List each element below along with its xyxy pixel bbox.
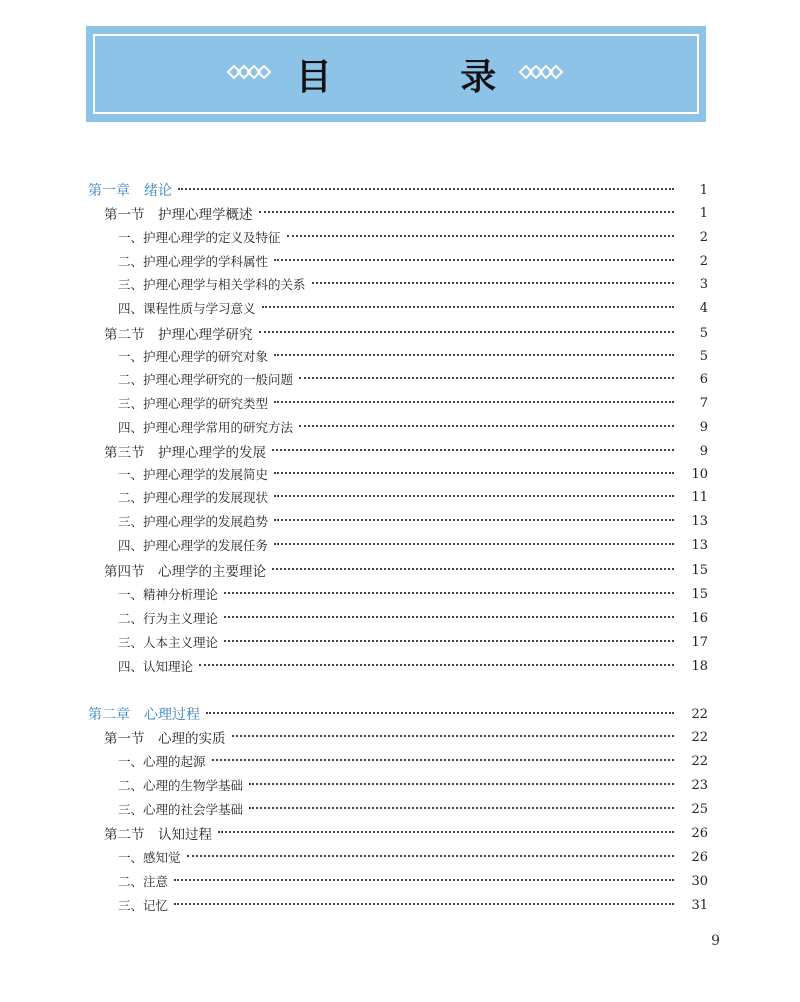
toc-label: 第一节 护理心理学概述 <box>104 207 253 223</box>
toc-item[interactable] <box>0 631 800 653</box>
page-number: 9 <box>711 933 720 949</box>
dot-leader <box>224 640 674 642</box>
dot-leader <box>299 425 674 427</box>
dot-leader <box>199 664 674 666</box>
toc-label: 四、护理心理学常用的研究方法 <box>118 420 294 435</box>
toc-label: 第二节 护理心理学研究 <box>104 327 253 343</box>
dot-leader <box>178 188 674 190</box>
toc-page-number: 5 <box>699 348 708 364</box>
toc-item[interactable] <box>0 750 800 772</box>
toc-page-number: 9 <box>699 419 708 435</box>
dot-leader <box>206 712 674 714</box>
toc-section[interactable] <box>0 440 800 462</box>
toc-label: 二、心理的生物学基础 <box>118 778 244 793</box>
dot-leader <box>274 519 674 521</box>
dot-leader <box>272 449 674 451</box>
toc-page-number: 1 <box>699 182 708 198</box>
toc-chapter[interactable] <box>0 179 800 201</box>
toc-page-number: 4 <box>699 300 708 316</box>
ornament-left-icon <box>226 62 274 86</box>
toc-label: 一、护理心理学的发展简史 <box>118 467 269 482</box>
toc-label: 二、护理心理学的学科属性 <box>118 254 269 269</box>
toc-item[interactable] <box>0 846 800 868</box>
toc-item[interactable] <box>0 226 800 248</box>
dot-leader <box>274 354 674 356</box>
toc-label: 第二章 心理过程 <box>88 707 200 723</box>
toc-chapter[interactable] <box>0 703 800 725</box>
toc-page-number: 30 <box>691 873 708 889</box>
dot-leader <box>274 401 674 403</box>
toc-item[interactable] <box>0 894 800 916</box>
toc-item[interactable] <box>0 345 800 367</box>
dot-leader <box>174 903 674 905</box>
toc-item[interactable] <box>0 583 800 605</box>
dot-leader <box>274 543 674 545</box>
toc-item[interactable] <box>0 416 800 438</box>
toc-page-number: 16 <box>691 610 708 626</box>
toc-page-number: 26 <box>691 825 708 841</box>
toc-item[interactable] <box>0 870 800 892</box>
title-banner-frame <box>93 34 699 114</box>
page-title: 目 录 <box>295 55 555 98</box>
dot-leader <box>287 235 674 237</box>
toc-label: 第四节 心理学的主要理论 <box>104 564 266 580</box>
ornament-right-icon <box>518 62 566 86</box>
toc-label: 二、护理心理学的发展现状 <box>118 490 269 505</box>
toc-label: 三、记忆 <box>118 898 169 913</box>
dot-leader <box>274 495 674 497</box>
toc-item[interactable] <box>0 273 800 295</box>
toc-label: 四、认知理论 <box>118 659 194 674</box>
toc-page-number: 2 <box>699 253 708 269</box>
toc-page-number: 1 <box>699 205 708 221</box>
toc-page-number: 23 <box>691 777 708 793</box>
toc-label: 三、心理的社会学基础 <box>118 802 244 817</box>
toc-item[interactable] <box>0 463 800 485</box>
toc-page-number: 13 <box>691 513 708 529</box>
toc-page-number: 2 <box>699 229 708 245</box>
toc-label: 一、感知觉 <box>118 850 181 865</box>
toc-page-number: 7 <box>699 395 708 411</box>
toc-page-number: 17 <box>691 634 708 650</box>
toc-page-number: 25 <box>691 801 708 817</box>
dot-leader <box>274 259 674 261</box>
dot-leader <box>249 783 674 785</box>
toc-label: 第三节 护理心理学的发展 <box>104 445 266 461</box>
toc-page-number: 5 <box>699 325 708 341</box>
toc-page-number: 10 <box>691 466 708 482</box>
toc-section[interactable] <box>0 726 800 748</box>
dot-leader <box>187 855 674 857</box>
toc-page-number: 22 <box>691 729 708 745</box>
toc-page-number: 15 <box>691 586 708 602</box>
toc-section[interactable] <box>0 202 800 224</box>
toc-label: 一、护理心理学的研究对象 <box>118 349 269 364</box>
toc-label: 第一章 绪论 <box>88 183 172 199</box>
toc-item[interactable] <box>0 510 800 532</box>
toc-page-number: 26 <box>691 849 708 865</box>
toc-label: 第二节 认知过程 <box>104 827 212 843</box>
toc-page-number: 22 <box>691 753 708 769</box>
toc-item[interactable] <box>0 392 800 414</box>
dot-leader <box>249 807 674 809</box>
toc-label: 四、护理心理学的发展任务 <box>118 538 269 553</box>
toc-section[interactable] <box>0 559 800 581</box>
dot-leader <box>272 568 674 570</box>
toc-page-number: 18 <box>691 658 708 674</box>
dot-leader <box>259 211 675 213</box>
toc-label: 二、护理心理学研究的一般问题 <box>118 372 294 387</box>
dot-leader <box>262 306 674 308</box>
toc-label: 一、精神分析理论 <box>118 587 219 602</box>
toc-label: 二、行为主义理论 <box>118 611 219 626</box>
toc-page-number: 11 <box>691 489 708 505</box>
toc-label: 一、护理心理学的定义及特征 <box>118 230 281 245</box>
toc-label: 二、注意 <box>118 874 169 889</box>
dot-leader <box>274 472 674 474</box>
toc-page-number: 13 <box>691 537 708 553</box>
dot-leader <box>232 735 675 737</box>
toc-item[interactable] <box>0 655 800 677</box>
toc-page-number: 9 <box>699 443 708 459</box>
toc-label: 四、课程性质与学习意义 <box>118 301 256 316</box>
toc-page-number: 3 <box>699 276 708 292</box>
toc-label: 三、护理心理学与相关学科的关系 <box>118 277 306 292</box>
dot-leader <box>312 282 674 284</box>
toc-item[interactable] <box>0 297 800 319</box>
dot-leader <box>174 879 674 881</box>
dot-leader <box>259 331 675 333</box>
toc-page-number: 31 <box>691 897 708 913</box>
toc-item[interactable] <box>0 486 800 508</box>
dot-leader <box>299 377 674 379</box>
dot-leader <box>218 831 674 833</box>
toc-section[interactable] <box>0 822 800 844</box>
title-banner <box>86 26 706 122</box>
toc-item[interactable] <box>0 368 800 390</box>
toc-page-number: 6 <box>699 371 708 387</box>
toc-label: 三、人本主义理论 <box>118 635 219 650</box>
toc-label: 三、护理心理学的研究类型 <box>118 396 269 411</box>
dot-leader <box>224 592 674 594</box>
toc-item[interactable] <box>0 534 800 556</box>
toc-item[interactable] <box>0 607 800 629</box>
toc-label: 三、护理心理学的发展趋势 <box>118 514 269 529</box>
toc-page-number: 15 <box>691 562 708 578</box>
toc-section[interactable] <box>0 322 800 344</box>
toc-item[interactable] <box>0 798 800 820</box>
toc-label: 一、心理的起源 <box>118 754 206 769</box>
toc-label: 第一节 心理的实质 <box>104 731 226 747</box>
toc-item[interactable] <box>0 774 800 796</box>
dot-leader <box>212 759 674 761</box>
dot-leader <box>224 616 674 618</box>
toc-page-number: 22 <box>691 706 708 722</box>
toc-item[interactable] <box>0 250 800 272</box>
